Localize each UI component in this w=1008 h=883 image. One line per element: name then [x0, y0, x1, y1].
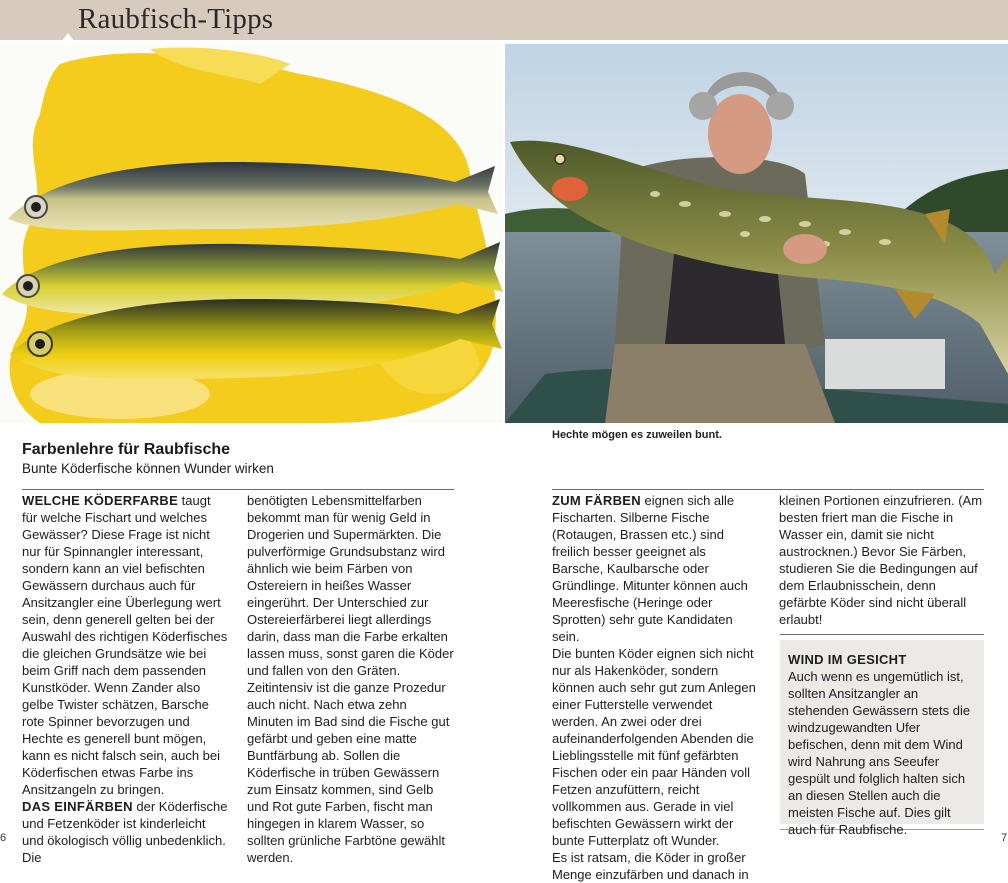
tip-box-text: Auch wenn es ungemütlich ist, sollten Ansitzangler an stehenden Gewässern stets die windzugewandten Ufer befischen, denn mit dem Wind wird Nahrung ans Seeufer gespült und folglich halten sich an diesen Stellen auch die meisten Fische auf. Dies gilt auch für Raubfische. — [788, 669, 971, 837]
text-column-4 — [779, 492, 986, 628]
article-subtitle: Bunte Köderfische können Wunder wirken — [22, 461, 274, 476]
body-text: kleinen Portionen einzufrieren. (Am besten friert man die Fische in Wasser ein, damit sie nicht austrocknen.) Bevor Sie Färben, studieren Sie die Bedingungen auf dem Erlaubnisschein, denn gefärbte Köder sind nicht überall erlaubt! — [779, 493, 983, 627]
dyed-baitfish-photo — [0, 44, 503, 423]
body-text: Die bunten Köder eignen sich nicht nur als Hakenköder, sondern können auch sehr gut zum Anlegen einer Futterstelle verwendet werden. An zwei oder drei aufeinanderfolgenden Abenden die Lieblingsstelle mit fünf gefärbten Fischen oder ein paar Händen voll Fetzen anzufüttern, reicht vollkommen aus. Gerade in viel befischten Gewässern wirkt der bunte Futterplatz oft Wunder. — [552, 646, 756, 848]
lead-in: WELCHE KÖDERFARBE — [22, 493, 179, 508]
lead-in: ZUM FÄRBEN — [552, 493, 641, 508]
dyed-baitfish-image — [0, 44, 503, 423]
text-column-3 — [552, 492, 759, 883]
body-text: der Köderfische und Fetzenköder ist kinderleicht und ökologisch völlig unbedenklich. Die — [22, 799, 228, 865]
body-text: Es ist ratsam, die Köder in großer Menge einzufärben und danach in — [552, 850, 749, 882]
body-text: taugt für welche Fischart und welches Gewässer? Diese Frage ist nicht nur für Spinnangler interessant, sondern kann an viel befischten Gewässern durchaus auch für Ansitzangler eine Überlegung wert sein, denn generell gelten bei der Auswahl des richtigen Köderfisches die gleichen Grundsätze wie bei beim Griff nach dem passenden Kunstköder. Wenn Zander also gelbe Twister schätzen, Barsche rote Spinner bevorzugen und Hechte es generell bunt mögen, kann es nicht falsch sein, auch bei Köderfischen etwas Farbe ins Ansitzangeln zu bringen. — [22, 493, 228, 797]
tip-box-title: WIND IM GESICHT — [788, 652, 907, 667]
column-rule-right — [552, 489, 984, 490]
paragraph — [552, 492, 759, 645]
page-number-right: 7 — [1001, 832, 1008, 844]
paragraph — [22, 798, 229, 866]
pike-angler-photo — [505, 44, 1008, 423]
body-text: eignen sich alle Fischarten. Silberne Fische (Rotaugen, Brassen etc.) sind freilich besser geeignet als Barsche, Kaulbarsche oder Gründlinge. Mitunter können auch Meeresfische (Heringe oder Sprotten) sehr gute Kandidaten sein. — [552, 493, 748, 644]
column-rule-left — [22, 489, 454, 490]
sidebar-rule-top — [780, 634, 984, 635]
figure-caption: Hechte mögen es zuweilen bunt. — [552, 429, 722, 441]
page-title: Raubfisch-Tipps — [78, 3, 274, 35]
paragraph — [22, 492, 229, 798]
lead-in: DAS EINFÄRBEN — [22, 799, 133, 814]
article-title: Farbenlehre für Raubfische — [22, 441, 231, 458]
tip-box — [780, 640, 984, 837]
text-column-2 — [247, 492, 454, 866]
page-number-left: 6 — [0, 832, 7, 844]
tip-box-content — [788, 651, 980, 838]
pike-angler-image — [505, 44, 1008, 423]
body-text: benötigten Lebensmittelfarben bekommt man für wenig Geld in Drogerien und Supermärkten. Die pulverförmige Grundsubstanz wird ähnlich wie beim Färben von Ostereiern in heißes Wasser eingerührt. Der Unterschied zur Ostereierfärberei liegt allerdings darin, dass man die Farbe erkalten lassen muss, sonst garen die Köder und fallen von den Gräten. Zeitintensiv ist die ganze Prozedur auch nicht. Nach etwa zehn Minuten im Bad sind die Fische gut gefärbt und geben eine matte Buntfärbung ab. Sollen die Köderfische in trüben Gewässern zum Einsatz kommen, sind Gelb und Rot gute Farben, fischt man hingegen in klarem Wasser, so sollten grünliche Farbtöne gewählt werden. — [247, 493, 454, 865]
text-column-1 — [22, 492, 229, 866]
header-notch — [62, 33, 74, 41]
